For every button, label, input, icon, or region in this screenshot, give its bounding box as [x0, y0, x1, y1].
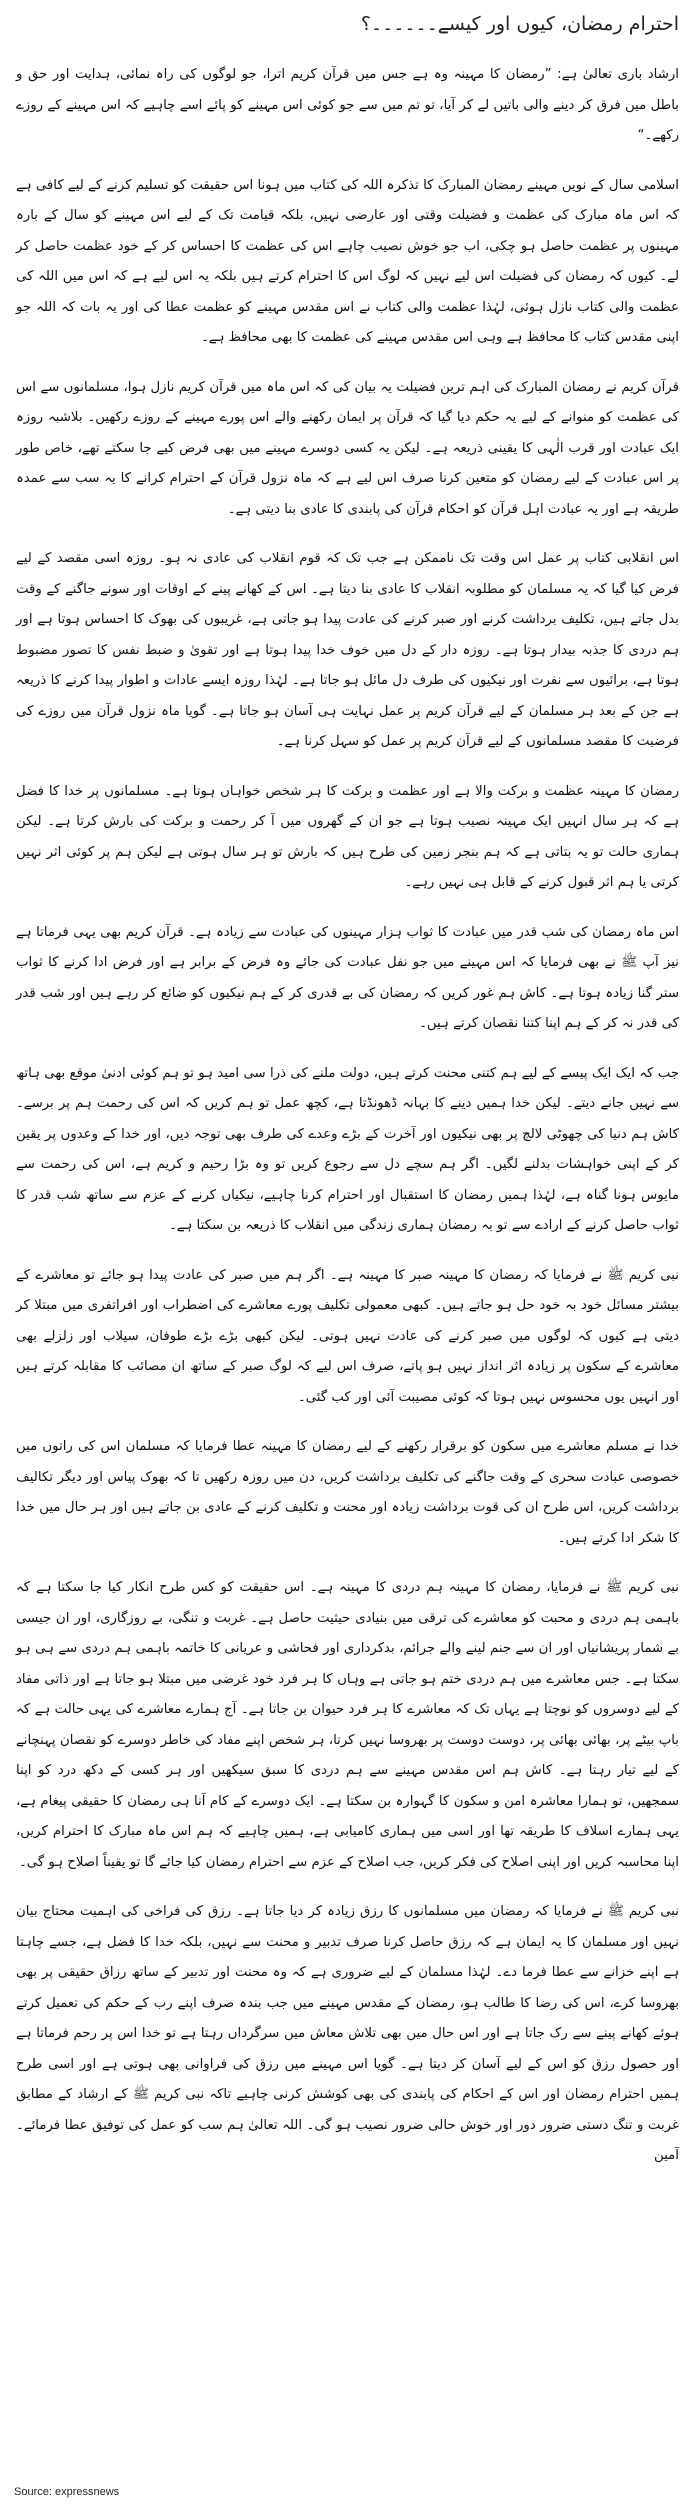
article-paragraph: جب کہ ایک ایک پیسے کے لیے ہم کتنی محنت کرتے ہیں، دولت ملنے کی ذرا سی امید ہو تو ہم کوئی ادنیٰ موقع بھی ہاتھ سے نہیں جانے دیتے۔ لیکن خدا ہمیں دینے کا بہانہ ڈھونڈتا ہے، کچھ عمل تو ہم کریں کہ اس کی رحمت ہم پر برسے۔ کاش ہم دنیا کی چھوٹی لالچ پر بھی نیکیوں اور آخرت کے بڑے وعدے کی طرف بھی توجہ دیں، اور خدا کے وعدوں پر یقین کر کے اپنی خواہشات بدلنے لگیں۔ اگر ہم سچے دل سے رجوع کریں تو وہ بڑا رحیم و کریم ہے، اس کی رحمت سے مایوس ہونا گناہ ہے، لہٰذا ہمیں رمضان کا استقبال اور احترام کرنا چاہیے، نیکیاں کرنے کے عزم سے ساتھ شب قدر کا ثواب حاصل کرنے کے ارادے سے تو بہ رمضان ہماری زندگی میں انقلاب کا ذریعہ بن سکتا ہے۔ [16, 1065, 679, 1233]
article-paragraph: نبی کریم ﷺ نے فرمایا، رمضان کا مہینہ ہم دردی کا مہینہ ہے۔ اس حقیقت کو کس طرح انکار کیا جا سکتا ہے کہ باہمی ہم دردی و محبت کو معاشرے کی ترقی میں بنیادی حیثیت حاصل ہے۔ غربت و تنگی، بے روزگاری، اور ان جیسی بے شمار پریشانیاں اور ان سے جنم لینے والے جرائم، بدکرداری اور فحاشی و عریانی کا خاتمہ باہمی ہم دردی سے ہی ہو سکتا ہے۔ جس معاشرے میں ہم دردی ختم ہو جاتی ہے وہاں کا ہر فرد خود غرضی میں مبتلا ہو جاتا ہے اور ذاتی مفاد کے لیے دوسروں کو نوچتا ہے یہاں تک کہ معاشرے کا ہر فرد حیوان بن جاتا ہے۔ آج ہمارے معاشرے کی یہی حالت ہے کہ باپ بیٹے پر، بھائی بھائی پر، دوست دوست پر بھروسا نہیں کرتا، ہر شخص اپنے مفاد کی خاطر دوسرے کو نقصان پہنچانے کے لیے تیار رہتا ہے۔ کاش ہم اس مقدس مہینے سے ہم دردی کا سبق سیکھیں اور ہر کسی کے دکھ درد کو اپنا سمجھیں، تو ہمارا معاشرہ امن و سکون کا گہوارہ بن سکتا ہے۔ ایک دوسرے کے کام آنا ہی رمضان کا حقیقی پیغام ہے، یہی ہمارے اسلاف کا طریقہ تھا اور اسی میں ہماری کامیابی ہے، ہمیں چاہیے کہ ہم اس ماہ مبارک کا احترام کریں، اپنا محاسبہ کریں اور اپنی اصلاح کی فکر کریں، جب اصلاح کے عزم سے احترام رمضان کیا جائے گا تو یقیناً اصلاح ہو گی۔ [16, 1580, 679, 1870]
article-paragraph: اس ماہ رمضان کی شب قدر میں عبادت کا ثواب ہزار مہینوں کی عبادت سے زیادہ ہے۔ قرآن کریم بھی یہی فرماتا ہے نیز آپ ﷺ نے بھی فرمایا کہ اس مہینے میں جو نفل عبادت کی جائے وہ فرض کے برابر ہے اور فرض ادا کرنے کا ثواب ستر گنا زیادہ ہوتا ہے۔ کاش ہم غور کریں کہ رمضان کی بے قدری کر کے ہم نیکیوں کو ضائع کر رہے ہیں اور شب قدر کی قدر نہ کر کے ہم اپنا کتنا نقصان کرتے ہیں۔ [16, 924, 679, 1031]
article-paragraph: خدا نے مسلم معاشرے میں سکون کو برقرار رکھنے کے لیے رمضان کا مہینہ عطا فرمایا کہ مسلمان اس کی راتوں میں خصوصی عبادت سحری کے وقت جاگنے کی تکلیف برداشت کریں، دن میں روزہ رکھیں تا کہ بھوک پیاس اور دیگر تکالیف برداشت کریں، اس طرح ان کی قوت برداشت زیادہ اور محنت و تکلیف کرنے کے عادی بن جاتے ہیں اور ہر حال میں خدا کا شکر ادا کرتے ہیں۔ [16, 1439, 679, 1546]
source-credit: Source: expressnews [14, 2486, 120, 2498]
article-paragraph: رمضان کا مہینہ عظمت و برکت والا ہے اور عظمت و برکت کا ہر شخص خواہاں ہوتا ہے۔ مسلمانوں پر خدا کا فضل ہے کہ ہر سال انہیں ایک مہینہ نصیب ہوتا ہے جو ان کے گھروں میں آ کر رحمت و برکت کی بارش کرتا ہے۔ لیکن ہماری حالت تو یہ بتاتی ہے کہ ہم بنجر زمین کی طرح ہیں کہ بارش تو ہر سال ہوتی ہے لیکن ہم پر کوئی اثر نہیں کرتی یا ہم اثر قبول کرنے کے قابل ہی نہیں رہے۔ [16, 783, 679, 890]
article-paragraph: اسلامی سال کے نویں مہینے رمضان المبارک کا تذکرہ اللہ کی کتاب میں ہونا اس حقیقت کو تسلیم کرنے کے لیے کافی ہے کہ اس ماہ مبارک کی عظمت و فضیلت وقتی اور عارضی نہیں، بلکہ قیامت تک کے لیے اس مہینے کو سال کے بارہ مہینوں پر عظمت حاصل ہو چکی، اب جو خوش نصیب چاہے اس کی عظمت کا احساس کر کے خود عظمت حاصل کر لے۔ کیوں کہ رمضان کی فضیلت اس لیے نہیں کہ لوگ اس کا احترام کرتے ہیں بلکہ یہ اس لیے ہے کہ اس میں اللہ کی عظمت والی کتاب نازل ہوئی، لہٰذا عظمت والی کتاب نے اس مقدس مہینے کو عظمت عطا کی اور یہ بات کہ اللہ جو اپنی مقدس کتاب کا محافظ ہے وہی اس مقدس مہینے کی عظمت کا بھی محافظ ہے۔ [16, 177, 679, 345]
article-paragraph: نبی کریم ﷺ نے فرمایا کہ رمضان کا مہینہ صبر کا مہینہ ہے۔ اگر ہم میں صبر کی عادت پیدا ہو جائے تو معاشرے کے بیشتر مسائل خود بہ خود حل ہو جاتے ہیں۔ کبھی معمولی تکلیف پورے معاشرے کی اضطراب اور افراتفری میں مبتلا کر دیتی ہے کیوں کہ لوگوں میں صبر کرنے کی عادت نہیں ہوتی۔ لیکن کبھی بڑے بڑے طوفان، سیلاب اور زلزلے بھی معاشرے کے سکون پر زیادہ اثر انداز نہیں ہو پاتے، صرف اس لیے کہ لوگ صبر کے ساتھ ان مصائب کا مقابلہ کرتے ہیں اور انہیں یوں محسوس نہیں ہوتا کہ کوئی مصیبت آئی اور کب گئی۔ [16, 1267, 679, 1405]
article-paragraph: ارشاد باری تعالیٰ ہے: ”رمضان کا مہینہ وہ ہے جس میں قرآن کریم اترا، جو لوگوں کی راہ نمائی، ہدایت اور حق و باطل میں فرق کر دینے والی باتیں لے کر آیا، تو تم میں سے جو کوئی اس مہینے کو پائے اسے چاہیے کہ اس مہینے کے روزے رکھے۔“ [16, 67, 679, 143]
article-paragraph: اس انقلابی کتاب پر عمل اس وقت تک ناممکن ہے جب تک کہ قوم انقلاب کی عادی نہ ہو۔ روزہ اسی مقصد کے لیے فرض کیا گیا کہ یہ مسلمان کو مطلوبہ انقلاب کا عادی بنا دیتا ہے۔ اس کے کھانے پینے کے اوقات اور سونے جاگنے کے وقت بدل جاتے ہیں، تکلیف برداشت کرنے اور صبر کرنے کی عادت پیدا ہو جاتی ہے، غریبوں کی بھوک کا احساس ہوتا ہے اور ہم دردی کا جذبہ بیدار ہوتا ہے۔ روزہ دار کے دل میں خوف خدا پیدا ہوتا ہے اور تقویٰ و ضبط نفس کا تصور مضبوط ہوتا ہے، برائیوں سے نفرت اور نیکیوں کی طرف دل مائل ہو جاتا ہے۔ لہٰذا روزہ ایسے عادات و اطوار پیدا کرنے کا ذریعہ ہے جن کے بعد ہر مسلمان کے لیے قرآن کریم پر عمل نہایت ہی آسان ہو جاتا ہے۔ گویا ماہ نزول قرآن میں روزے کی فرضیت کا مقصد مسلمانوں کے لیے قرآن کریم پر عمل کو سہل کرنا ہے۔ [16, 551, 679, 749]
article-paragraph: نبی کریم ﷺ نے فرمایا کہ رمضان میں مسلمانوں کا رزق زیادہ کر دیا جاتا ہے۔ رزق کی فراخی کی اہمیت محتاج بیان نہیں اور مسلمان کا یہ ایمان ہے کہ رزق حاصل کرنا صرف تدبیر و محنت سے نہیں، بلکہ خدا کا فضل ہے، جسے چاہتا ہے اپنے خزانے سے عطا فرما دے۔ لہٰذا مسلمان کے لیے ضروری ہے کہ وہ محنت اور تدبیر کے ساتھ رزاق حقیقی پر بھی بھروسا کرے، اس کی رضا کا طالب ہو، رمضان کے مقدس مہینے میں جب بندہ صرف اپنے رب کے حکم کی تعمیل کرتے ہوئے کھانے پینے سے رک جاتا ہے اور اس حال میں بھی تلاش معاش میں سرگرداں رہتا ہے تو خدا اس پر رحم فرماتا ہے اور حصول رزق کو اس کے لیے آسان کر دیتا ہے۔ گویا اس مہینے میں رزق کی فراوانی بھی ہوتی ہے اور اسی طرح ہمیں احترام رمضان اور اس کے احکام کی پابندی کی بھی کوشش کرنی چاہیے تاکہ نبی کریم ﷺ کے ارشاد کے مطابق غربت و تنگ دستی ضرور دور اور خوش حالی ضرور نصیب ہو گی۔ اللہ تعالیٰ ہم سب کو عمل کی توفیق عطا فرمائے۔ آمین [16, 1904, 679, 2163]
article-body [16, 60, 679, 2172]
article-paragraph: قرآن کریم نے رمضان المبارک کی اہم ترین فضیلت یہ بیان کی کہ اس ماہ میں قرآن کریم نازل ہوا، مسلمانوں سے اس کی عظمت کو منوانے کے لیے یہ حکم دیا گیا کہ قرآن پر ایمان رکھنے والے اس پورے مہینے کے روزے رکھیں۔ بلاشبہ روزہ ایک عبادت اور قرب الٰہی کا یقینی ذریعہ ہے۔ لیکن یہ کسی دوسرے مہینے میں بھی فرض کیے جا سکتے تھے، خاص طور پر اس عبادت کے لیے رمضان کو متعین کرنا صرف اس لیے ہے کہ ماہ نزول قرآن کے احترام کرانے کا یہ سب سے عمدہ طریقہ ہے اور یہ عبادت اہل قرآن کو احکام قرآن کی پابندی کا عادی بنا دیتی ہے۔ [16, 379, 679, 517]
article-title: احترام رمضان، کیوں اور کیسے۔۔۔۔۔۔؟ [360, 13, 679, 35]
